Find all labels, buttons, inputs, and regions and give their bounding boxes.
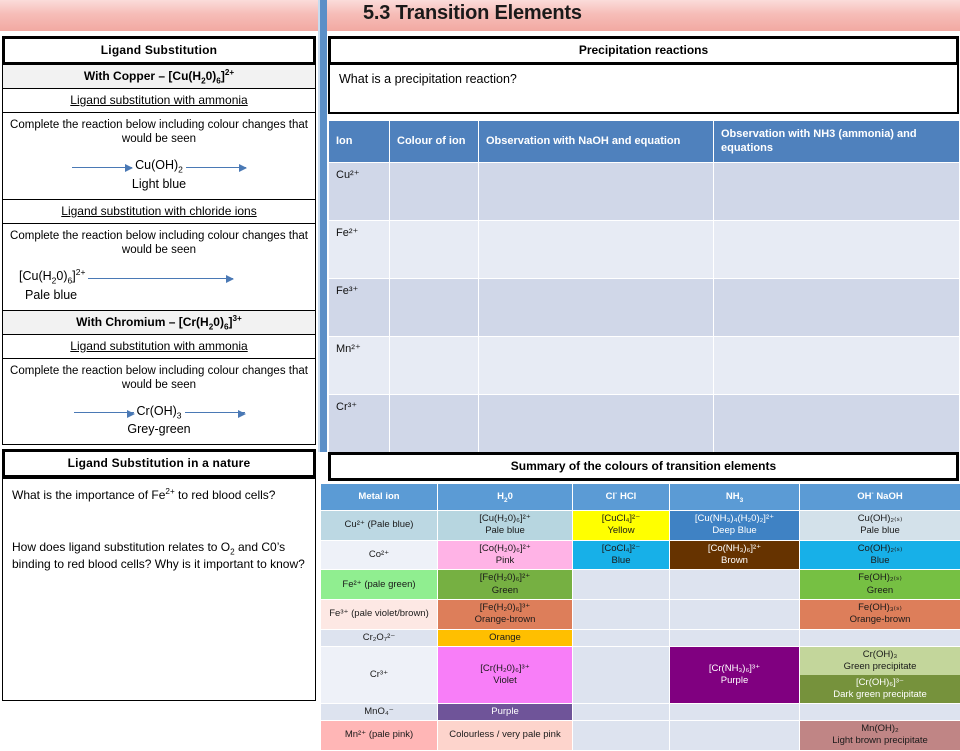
ligand-substitution-nature-heading: Ligand Substitution in a nature (2, 449, 316, 478)
summary-h2o-cell (438, 647, 573, 704)
colour-label: Pale blue (802, 525, 958, 537)
summary-h2o-cell (438, 511, 573, 541)
summary-h2o-cell (438, 570, 573, 600)
colour-label: Yellow (575, 525, 667, 537)
copper-ammonia-reaction-box (2, 113, 316, 200)
precip-colour-cell[interactable] (390, 162, 479, 220)
precip-colour-cell[interactable] (390, 394, 479, 452)
chromium-equation (3, 395, 315, 418)
colour-label: Brown (672, 555, 797, 567)
summary-metal-ion-cell: Co²⁺ (321, 540, 438, 570)
summary-nh3-cell (670, 600, 800, 630)
formula-label: [Cu(H₂0)₆]²⁺ (440, 513, 570, 525)
formula-label: [Co(NH₃)₆]²⁺ (672, 543, 797, 555)
summary-oh-cell (800, 647, 960, 704)
precip-colour-cell[interactable] (390, 278, 479, 336)
colour-label: Green (802, 585, 958, 597)
colour-label: Light brown precipitate (802, 735, 958, 747)
copper-chloride-colour: Pale blue (3, 284, 315, 310)
colour-label: Purple (440, 706, 570, 718)
summary-oh-cell (800, 600, 960, 630)
precip-col-ion: Ion (329, 121, 390, 163)
left-column (2, 36, 316, 701)
nature-question-2: How does ligand substitution relates to $O_2$ and C0’s binding to red blood cells? Why is it important to know? (12, 539, 306, 574)
nature-question-1: What is the importance of $Fe^{2+}$ to red blood cells? (12, 487, 306, 504)
precip-nh3-cell[interactable] (714, 336, 960, 394)
table-row (321, 647, 960, 704)
precipitation-question: What is a precipitation reaction? (339, 72, 517, 86)
summary-cl-cell (573, 511, 670, 541)
precipitation-question-box (328, 65, 959, 114)
summary-cl-cell (573, 629, 670, 646)
colour-label: Dark green precipitate (801, 689, 959, 701)
formula-label: [CuCl₄]²⁻ (575, 513, 667, 525)
summary-metal-ion-cell: Mn²⁺ (pale pink) (321, 720, 438, 750)
precip-header-row (329, 121, 960, 163)
summary-metal-ion-cell: Cr₂O₇²⁻ (321, 629, 438, 646)
precip-naoh-cell[interactable] (479, 336, 714, 394)
summary-oh-cell (800, 629, 960, 646)
table-row (321, 511, 960, 541)
copper-chloride-equation (3, 261, 315, 284)
precip-ion-cell: Cu²⁺ (329, 162, 390, 220)
precip-colour-cell[interactable] (390, 336, 479, 394)
summary-col-metal-ion: Metal ion (321, 484, 438, 511)
precip-nh3-cell[interactable] (714, 162, 960, 220)
precip-ion-cell: Fe²⁺ (329, 220, 390, 278)
colour-label: Blue (802, 555, 958, 567)
accent-bar (320, 0, 327, 452)
summary-cl-cell (573, 703, 670, 720)
summary-oh-cell (800, 570, 960, 600)
copper-ammonia-subheading: Ligand substitution with ammonia (2, 89, 316, 113)
page-title: 5.3 Transition Elements (363, 2, 582, 25)
chromium-ammonia-subheading: Ligand substitution with ammonia (2, 335, 316, 359)
summary-nh3-cell (670, 720, 800, 750)
precipitation-reactions-heading: Precipitation reactions (328, 36, 959, 65)
colour-label: Blue (575, 555, 667, 567)
summary-h2o-cell (438, 629, 573, 646)
summary-col-oh-naoh: OH- NaOH (800, 484, 960, 511)
summary-nh3-cell (670, 511, 800, 541)
table-row (321, 600, 960, 630)
h2o-label: $H_20$ (497, 491, 513, 502)
summary-metal-ion-cell: Fe²⁺ (pale green) (321, 570, 438, 600)
cl-label: Cl- (606, 491, 618, 502)
colour-label: Pink (440, 555, 570, 567)
summary-nh3-cell (670, 647, 800, 704)
formula-label: [Cr(OH)₆]³⁻ (801, 677, 959, 689)
summary-cl-cell (573, 600, 670, 630)
summary-nh3-cell (670, 703, 800, 720)
summary-nh3-cell (670, 629, 800, 646)
precip-ion-cell: Mn²⁺ (329, 336, 390, 394)
colour-label: Purple (672, 675, 797, 687)
precip-col-colour: Colour of ion (390, 121, 479, 163)
table-row (321, 570, 960, 600)
arrow-right-icon (88, 269, 233, 279)
with-chromium-heading-label: With Chromium – $[Cr(H_20)_6]^{3+}$ (76, 315, 242, 329)
chromium-ammonia-reaction-box (2, 359, 316, 446)
formula-label: [CoCl₄]²⁻ (575, 543, 667, 555)
summary-metal-ion-cell: Cr³⁺ (321, 647, 438, 704)
table-row (329, 336, 960, 394)
precip-nh3-cell[interactable] (714, 278, 960, 336)
precip-ion-cell: Fe³⁺ (329, 278, 390, 336)
summary-nh3-cell (670, 540, 800, 570)
nh3-label: $NH_3$ (726, 491, 743, 502)
with-chromium-heading (2, 311, 316, 335)
chromium-instruction: Complete the reaction below including colour changes that would be seen (3, 359, 315, 396)
summary-cl-cell (573, 720, 670, 750)
summary-nh3-cell (670, 570, 800, 600)
summary-cl-cell (573, 647, 670, 704)
colour-label: Colourless / very pale pink (440, 729, 570, 741)
summary-oh-cell (800, 703, 960, 720)
copper-chloride-reactant: $[Cu(H_20)_6]^{2+}$ (19, 269, 85, 283)
summary-oh-cell (800, 540, 960, 570)
precip-naoh-cell[interactable] (479, 278, 714, 336)
table-row (321, 540, 960, 570)
precip-naoh-cell[interactable] (479, 394, 714, 452)
summary-header-row (321, 484, 960, 511)
copper-ammonia-colour: Light blue (3, 173, 315, 199)
summary-section (320, 452, 960, 751)
formula-label: Cu(OH)₂₍ₛ₎ (802, 513, 958, 525)
precip-naoh-cell[interactable] (479, 162, 714, 220)
copper-chloride-subheading: Ligand substitution with chloride ions (2, 200, 316, 224)
arrow-right-icon (74, 403, 134, 413)
table-row (329, 220, 960, 278)
summary-metal-ion-cell: Fe³⁺ (pale violet/brown) (321, 600, 438, 630)
precip-naoh-cell[interactable] (479, 220, 714, 278)
summary-table (320, 483, 960, 751)
precip-nh3-cell[interactable] (714, 220, 960, 278)
formula-label: [Cr(H₂0)₆]³⁺ (440, 663, 570, 675)
colour-label: Deep Blue (672, 525, 797, 537)
with-copper-heading (2, 65, 316, 89)
summary-oh-subcell (800, 675, 960, 703)
summary-h2o-cell (438, 540, 573, 570)
table-row (321, 629, 960, 646)
formula-label: Fe(OH)₃₍ₛ₎ (802, 602, 958, 614)
colour-label: Orange-brown (440, 614, 570, 626)
with-copper-heading-label: With Copper – $[Cu(H_20)_6]^{2+}$ (84, 69, 234, 83)
arrow-right-icon (72, 158, 132, 168)
arrow-right-icon (185, 403, 245, 413)
summary-h2o-cell (438, 703, 573, 720)
summary-metal-ion-cell: MnO₄⁻ (321, 703, 438, 720)
table-row (321, 703, 960, 720)
colour-label: Orange-brown (802, 614, 958, 626)
summary-metal-ion-cell: Cu²⁺ (Pale blue) (321, 511, 438, 541)
precip-ion-cell: Cr³⁺ (329, 394, 390, 452)
formula-label: Mn(OH)₂ (802, 723, 958, 735)
table-row (329, 394, 960, 452)
formula-label: [Cu(NH₃)₄(H₂0)₂]²⁺ (672, 513, 797, 525)
formula-label: [Fe(H₂0)₆]³⁺ (440, 602, 570, 614)
colour-label: Green precipitate (801, 661, 959, 673)
precip-nh3-cell[interactable] (714, 394, 960, 452)
precip-col-nh3: Observation with NH3 (ammonia) and equations (714, 121, 960, 163)
formula-label: [Cr(NH₃)₆]³⁺ (672, 663, 797, 675)
copper-ammonia-equation (3, 150, 315, 173)
copper-chloride-instruction: Complete the reaction below including colour changes that would be seen (3, 224, 315, 261)
formula-label: Fe(OH)₂₍ₛ₎ (802, 572, 958, 584)
colour-label: Pale blue (440, 525, 570, 537)
formula-label: Co(OH)₂₍ₛ₎ (802, 543, 958, 555)
arrow-right-icon (186, 158, 246, 168)
chromium-colour: Grey-green (3, 418, 315, 444)
chromium-product: $Cr(OH)_3$ (137, 404, 182, 418)
colour-label: Orange (440, 632, 570, 644)
formula-label: [Co(H₂0)₆]²⁺ (440, 543, 570, 555)
ligand-substitution-heading: Ligand Substitution (2, 36, 316, 65)
table-row (321, 720, 960, 750)
summary-cl-cell (573, 570, 670, 600)
precip-col-naoh: Observation with NaOH and equation (479, 121, 714, 163)
oh-label: OH- (857, 491, 873, 502)
formula-label: [Fe(H₂0)₆]²⁺ (440, 572, 570, 584)
colour-label: Green (440, 585, 570, 597)
precipitation-table (328, 120, 960, 453)
nature-questions-box (2, 478, 316, 701)
precip-colour-cell[interactable] (390, 220, 479, 278)
table-row (329, 162, 960, 220)
summary-h2o-cell (438, 720, 573, 750)
colour-label: Violet (440, 675, 570, 687)
copper-ammonia-instruction: Complete the reaction below including colour changes that would be seen (3, 113, 315, 150)
formula-label: Cr(OH)₃ (801, 649, 959, 661)
summary-col-h2o (438, 484, 573, 511)
right-column (328, 36, 959, 453)
summary-oh-cell (800, 720, 960, 750)
summary-col-cl-hcl: Cl- HCl (573, 484, 670, 511)
summary-cl-cell (573, 540, 670, 570)
summary-oh-subcell (800, 647, 960, 675)
summary-table-body (321, 511, 960, 751)
summary-col-nh3 (670, 484, 800, 511)
summary-h2o-cell (438, 600, 573, 630)
copper-chloride-reaction-box (2, 224, 316, 311)
summary-oh-cell (800, 511, 960, 541)
summary-heading: Summary of the colours of transition elements (328, 452, 959, 481)
table-row (329, 278, 960, 336)
copper-ammonia-product: $Cu(OH)_2$ (135, 158, 183, 172)
